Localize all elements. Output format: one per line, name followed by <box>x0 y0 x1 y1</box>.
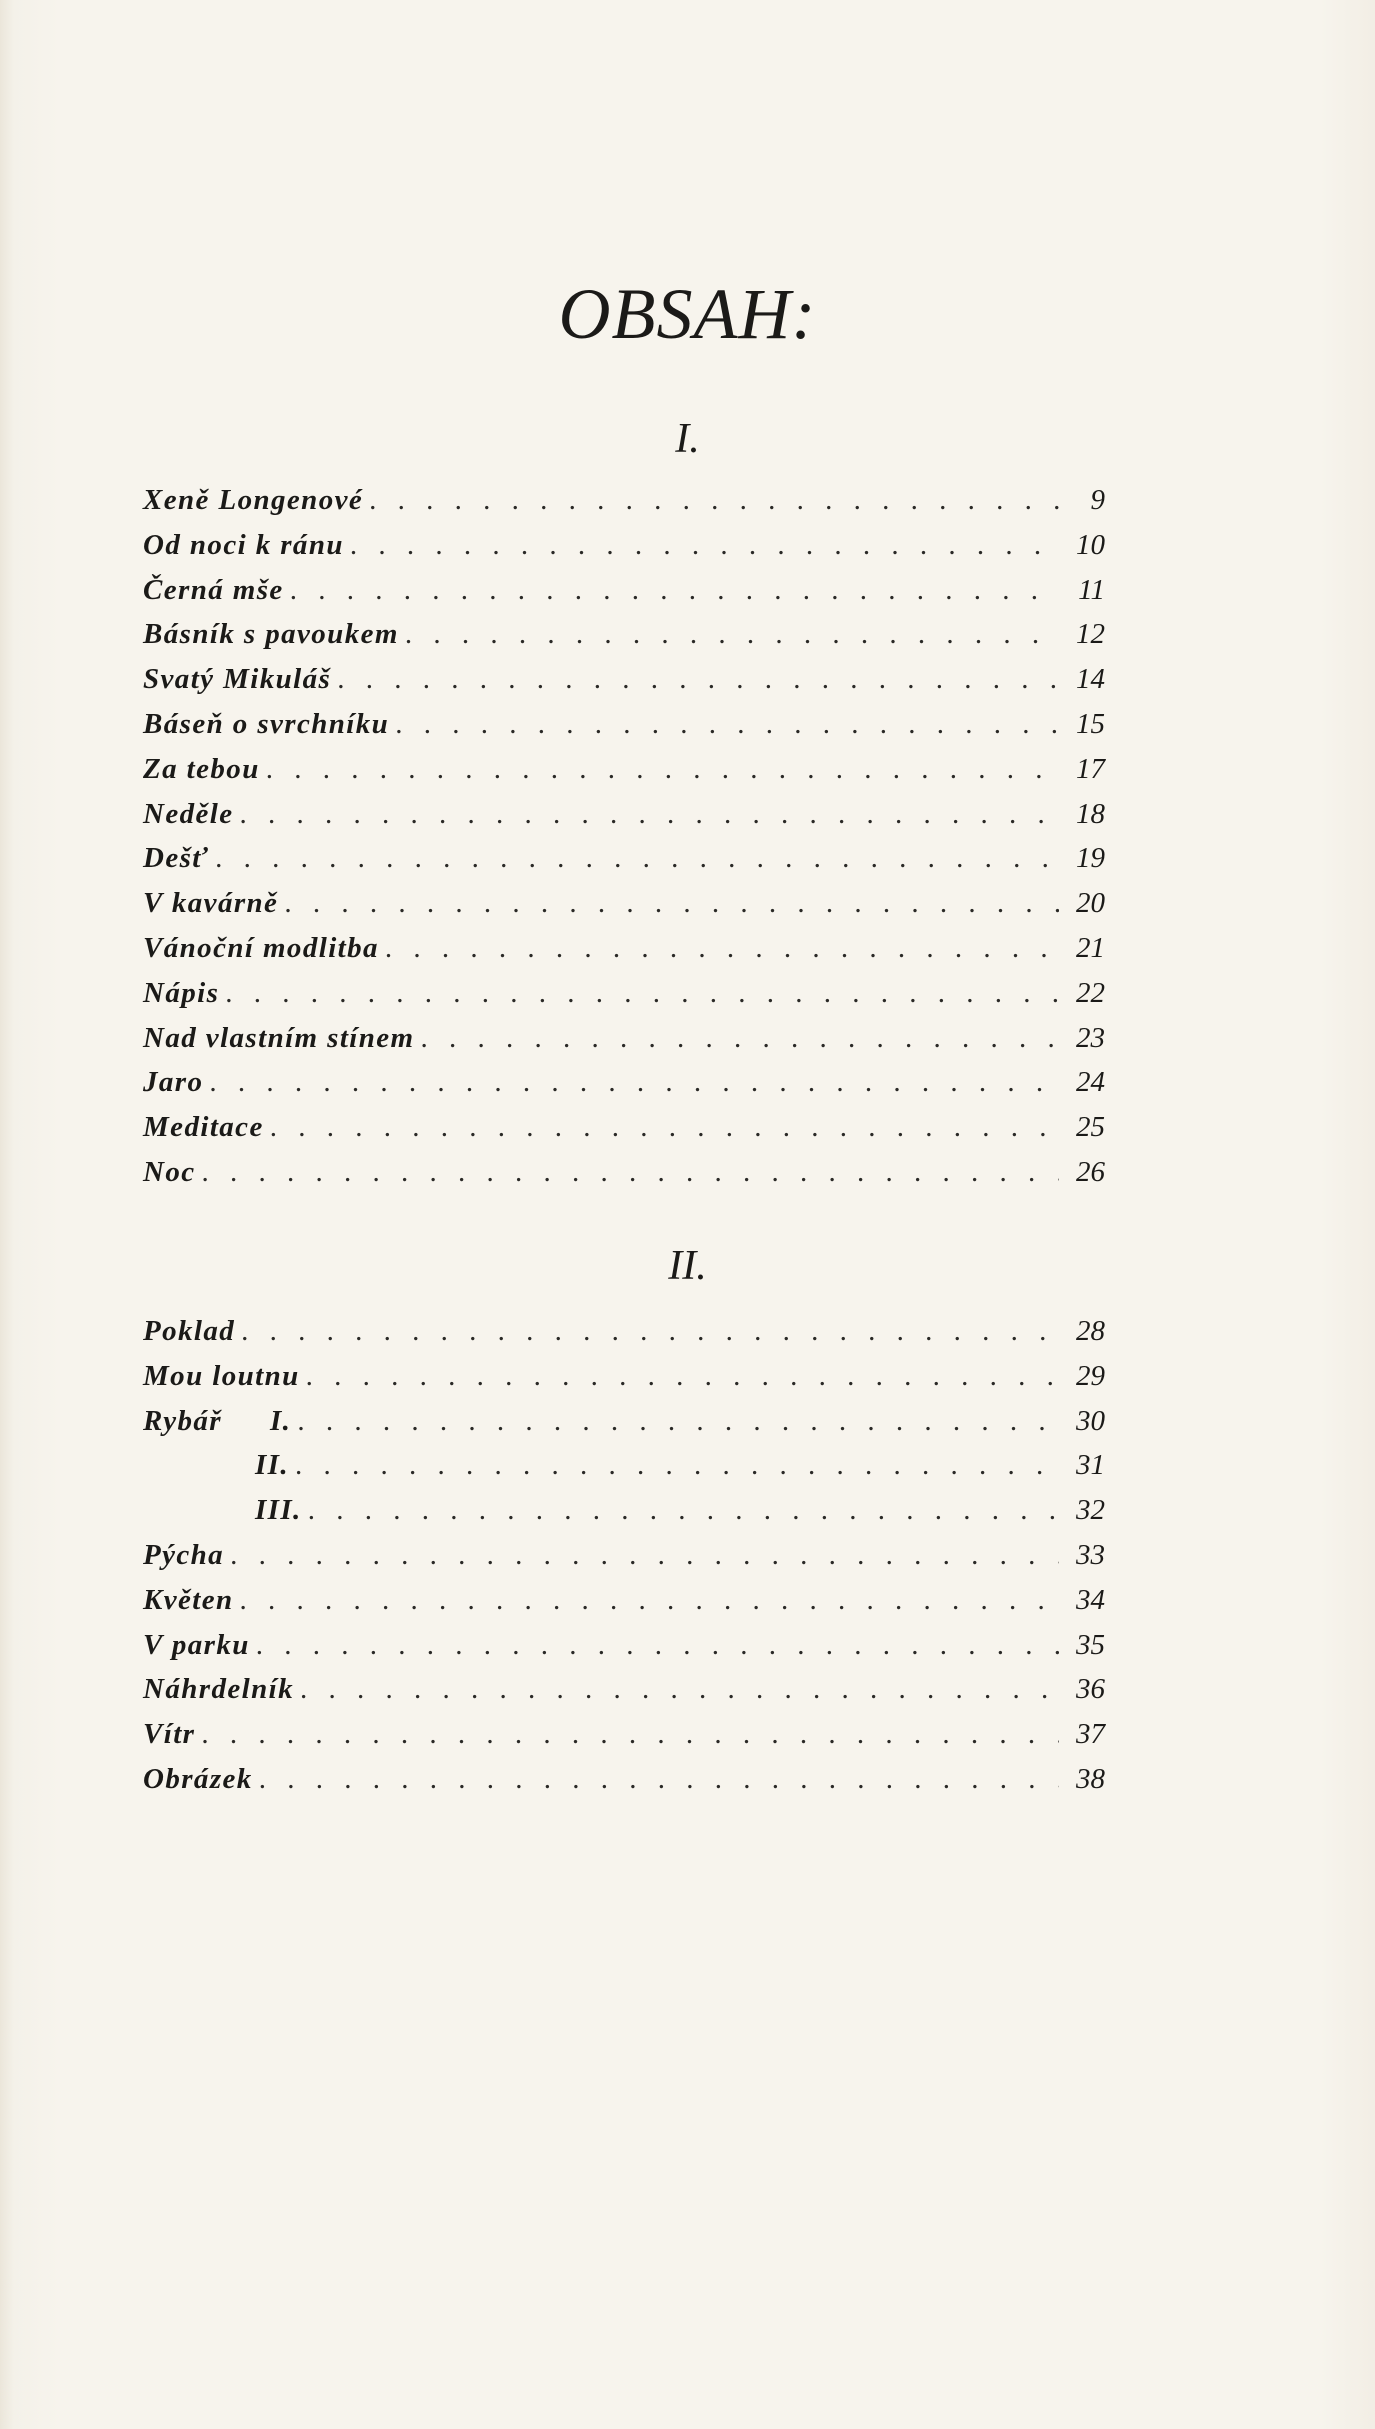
entry-title: Neděle <box>143 797 234 830</box>
toc-entry <box>143 753 1105 798</box>
entry-page-number: 22 <box>1076 976 1105 1009</box>
entry-page-number: 25 <box>1076 1111 1105 1144</box>
toc-entry <box>143 798 1105 843</box>
entry-title: Dešť <box>143 842 210 875</box>
entry-title: Vítr <box>143 1718 196 1751</box>
entry-title: Náhrdelník <box>143 1673 294 1706</box>
entry-page-number: 18 <box>1076 797 1105 830</box>
dot-leader <box>201 1718 1059 1751</box>
toc-entry <box>143 529 1105 574</box>
entry-title: Poklad <box>143 1315 236 1347</box>
toc-entry <box>143 1673 1105 1718</box>
dot-leader <box>337 663 1059 696</box>
entry-title: Vánoční modlitba <box>143 931 379 964</box>
entry-page-number: 19 <box>1076 842 1105 875</box>
entry-page-number: 15 <box>1076 707 1105 740</box>
toc-entry <box>143 574 1105 619</box>
entry-page-number: 32 <box>1076 1494 1105 1527</box>
entry-page-number: 11 <box>1078 573 1105 606</box>
dot-leader <box>421 1022 1059 1055</box>
entry-title: Za tebou <box>143 752 260 785</box>
entry-title: Mou loutnu <box>143 1359 300 1392</box>
entry-sub-label: II. <box>255 1449 290 1482</box>
entry-title: Báseň o svrchníku <box>143 707 390 740</box>
toc-entry <box>143 484 1105 529</box>
toc-entry <box>143 1022 1105 1067</box>
dot-leader <box>350 529 1059 562</box>
toc-entry <box>143 1494 1105 1539</box>
dot-leader <box>308 1494 1059 1527</box>
dot-leader <box>202 1156 1059 1189</box>
toc-entry <box>143 1449 1105 1494</box>
toc-section-2 <box>143 1315 1105 1808</box>
entry-page-number: 30 <box>1076 1404 1105 1437</box>
dot-leader <box>266 753 1059 786</box>
entry-page-number: 14 <box>1076 663 1105 696</box>
dot-leader <box>240 798 1059 831</box>
dot-leader <box>297 1405 1059 1438</box>
dot-leader <box>284 887 1059 920</box>
dot-leader <box>259 1763 1059 1796</box>
toc-entry <box>143 1156 1105 1201</box>
entry-title: Xeně Longenové <box>143 484 364 516</box>
dot-leader <box>209 1066 1059 1099</box>
dot-leader <box>215 842 1059 875</box>
dot-leader <box>385 932 1059 965</box>
entry-page-number: 24 <box>1076 1066 1105 1099</box>
toc-entry <box>143 1763 1105 1808</box>
entry-title: V kavárně <box>143 887 279 920</box>
entry-title: Pýcha <box>143 1538 225 1571</box>
toc-entry <box>143 1584 1105 1629</box>
section-heading-2: II. <box>668 1243 707 1289</box>
toc-entry <box>143 977 1105 1022</box>
entry-page-number: 21 <box>1076 931 1105 964</box>
toc-entry <box>143 1111 1105 1156</box>
dot-leader <box>369 484 1059 517</box>
entry-title: Květen <box>143 1583 234 1616</box>
entry-page-number: 31 <box>1076 1449 1105 1482</box>
dot-leader <box>225 977 1059 1010</box>
toc-entry <box>143 708 1105 753</box>
dot-leader <box>256 1629 1059 1662</box>
toc-entry <box>143 842 1105 887</box>
entry-title: Svatý Mikuláš <box>143 663 332 696</box>
entry-page-number: 23 <box>1076 1021 1105 1054</box>
entry-title: Od noci k ránu <box>143 528 344 561</box>
entry-title <box>143 1449 289 1482</box>
dot-leader <box>241 1315 1059 1348</box>
entry-page-number: 12 <box>1076 618 1105 651</box>
entry-title <box>143 1405 291 1438</box>
toc-entry <box>143 618 1105 663</box>
entry-title: Noc <box>143 1155 196 1188</box>
dot-leader <box>240 1584 1059 1617</box>
toc-entry <box>143 1360 1105 1405</box>
entry-page-number: 29 <box>1076 1359 1105 1392</box>
toc-entry <box>143 1718 1105 1763</box>
dot-leader <box>306 1360 1059 1393</box>
dot-leader <box>230 1539 1059 1572</box>
entry-page-number: 36 <box>1076 1673 1105 1706</box>
entry-title: Nápis <box>143 976 220 1009</box>
entry-sub-label: III. <box>255 1494 302 1527</box>
entry-page-number: 26 <box>1076 1155 1105 1188</box>
page-title: OBSAH: <box>558 274 817 354</box>
entry-page-number: 34 <box>1076 1583 1105 1616</box>
entry-title-main: Rybář <box>143 1404 222 1437</box>
toc-entry <box>143 663 1105 708</box>
entry-page-number: 10 <box>1076 528 1105 561</box>
entry-page-number: 28 <box>1076 1315 1105 1347</box>
toc-entry <box>143 1066 1105 1111</box>
dot-leader <box>290 574 1059 607</box>
entry-title: Obrázek <box>143 1762 253 1795</box>
entry-sub-label: I. <box>269 1404 292 1437</box>
entry-page-number: 35 <box>1076 1628 1105 1661</box>
toc-entry <box>143 932 1105 977</box>
toc-section-1 <box>143 484 1105 1201</box>
entry-page-number: 37 <box>1076 1718 1105 1751</box>
entry-title: Meditace <box>143 1111 264 1144</box>
entry-page-number: 20 <box>1076 887 1105 920</box>
dot-leader <box>405 618 1059 651</box>
entry-page-number: 38 <box>1076 1762 1105 1795</box>
entry-title: Černá mše <box>143 573 284 606</box>
entry-title: Jaro <box>143 1066 204 1099</box>
toc-entry <box>143 1629 1105 1674</box>
dot-leader <box>395 708 1059 741</box>
entry-page-number: 17 <box>1076 752 1105 785</box>
entry-page-number: 33 <box>1076 1538 1105 1571</box>
dot-leader <box>295 1449 1059 1482</box>
entry-page-number: 9 <box>1090 484 1105 516</box>
section-heading-1: I. <box>675 416 700 462</box>
entry-title: V parku <box>143 1628 250 1661</box>
toc-entry <box>143 1539 1105 1584</box>
entry-title <box>143 1494 302 1527</box>
entry-title: Nad vlastním stínem <box>143 1021 415 1054</box>
toc-entry <box>143 887 1105 932</box>
dot-leader <box>300 1673 1059 1706</box>
entry-title: Básník s pavoukem <box>143 618 399 651</box>
dot-leader <box>270 1111 1059 1144</box>
toc-entry <box>143 1315 1105 1360</box>
toc-entry <box>143 1405 1105 1450</box>
